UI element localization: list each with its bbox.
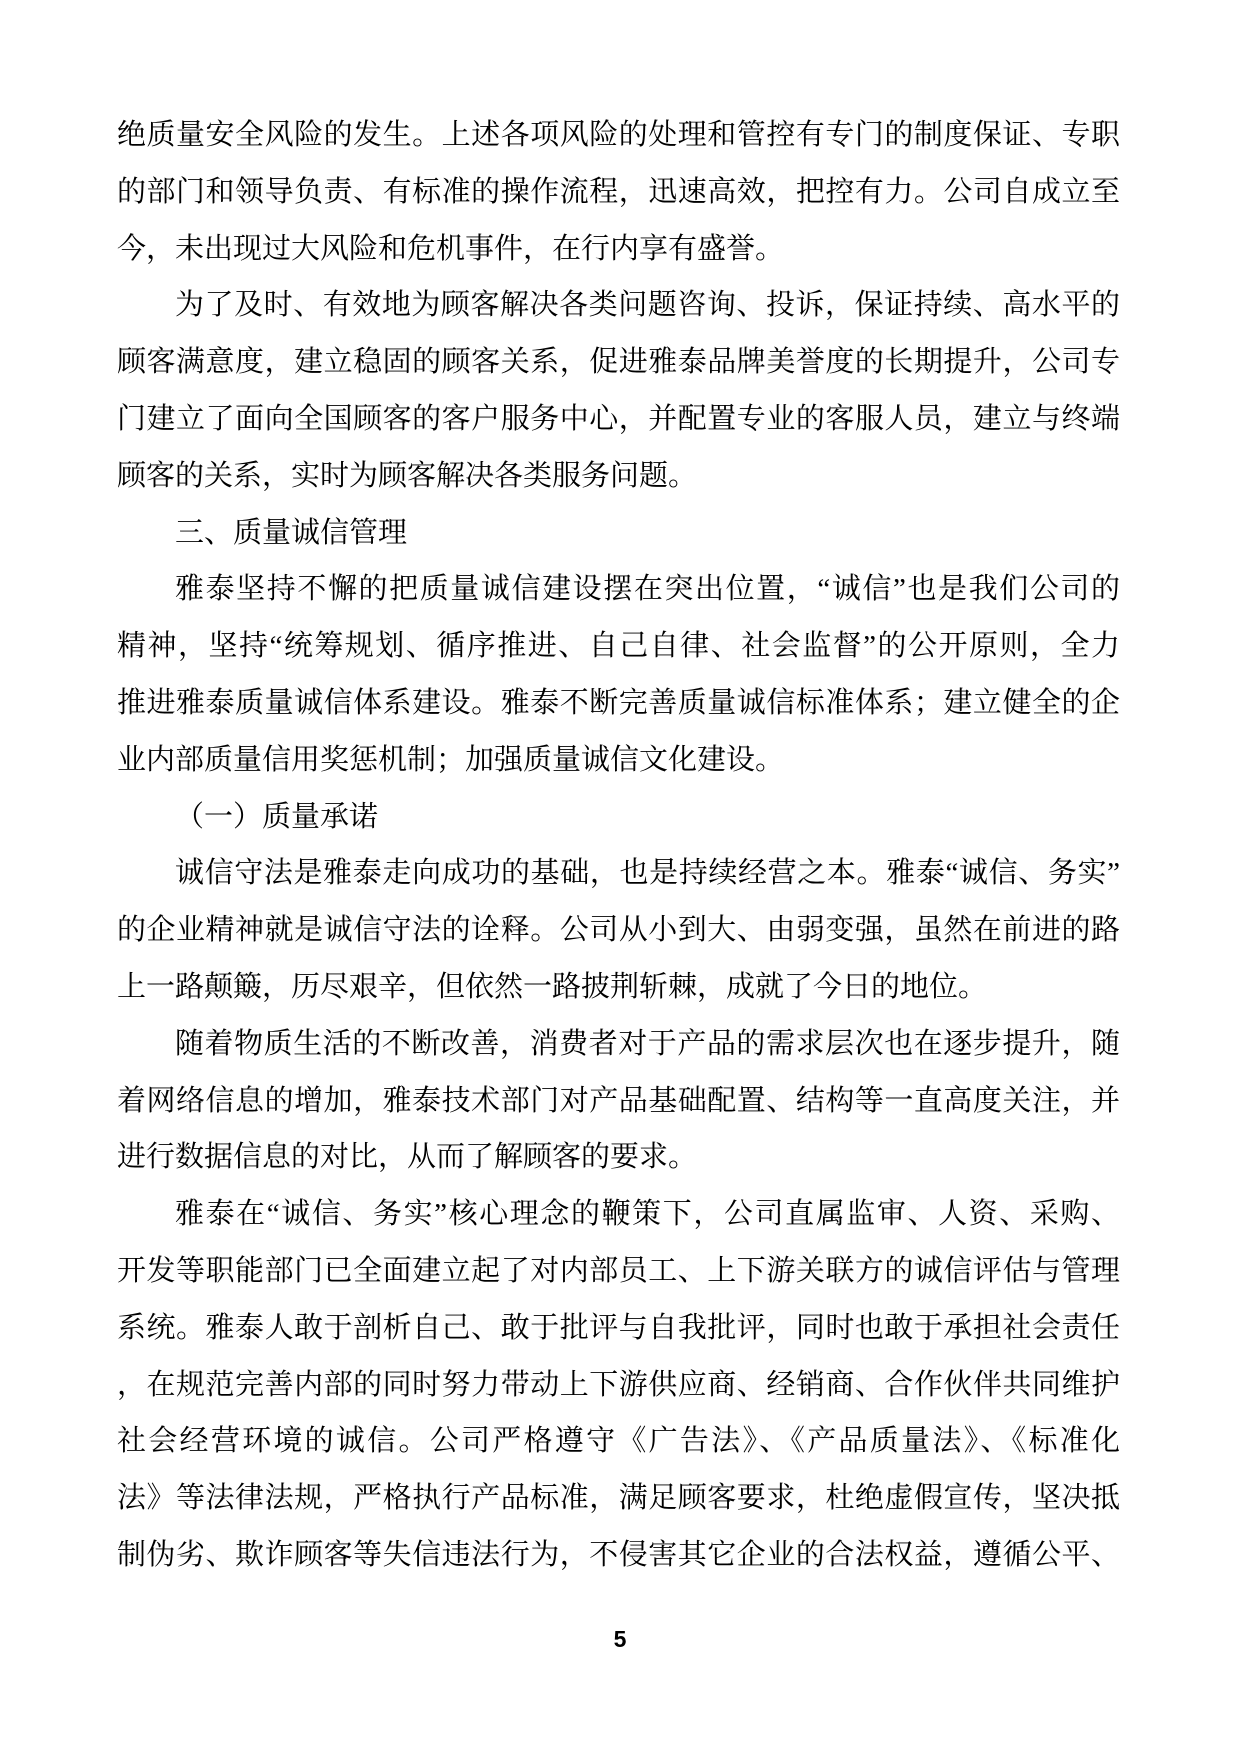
section-heading: 三、质量诚信管理 [175,516,408,549]
text-line: 进行数据信息的对比，从而了解顾客的要求。 [117,1141,698,1174]
text-line: 业内部质量信用奖惩机制；加强质量诚信文化建设。 [117,743,785,776]
text-line: 法》等法律法规，严格执行产品标准，满足顾客要求，杜绝虚假宣传，坚决抵 [117,1482,1120,1515]
page-number: 5 [613,1626,627,1652]
text-line: 开发等职能部门已全面建立起了对内部员工、上下游关联方的诚信评估与管理 [117,1254,1120,1287]
text-line: 顾客满意度，建立稳固的顾客关系，促进雅泰品牌美誉度的长期提升，公司专 [117,346,1120,379]
text-line: 社会经营环境的诚信。公司严格遵守《广告法》、《产品质量法》、《标准化 [117,1425,1120,1458]
text-line: 推进雅泰质量诚信体系建设。雅泰不断完善质量诚信标准体系；建立健全的企 [117,686,1120,719]
text-line: 今，未出现过大风险和危机事件，在行内享有盛誉。 [117,232,785,265]
text-line: 雅泰坚持不懈的把质量诚信建设摆在突出位置，“诚信”也是我们公司的 [175,573,1120,606]
text-line: 顾客的关系，实时为顾客解决各类服务问题。 [117,459,698,492]
text-line: 上一路颠簸，历尽艰辛，但依然一路披荆斩棘，成就了今日的地位。 [117,970,988,1003]
section-heading: （一）质量承诺 [175,800,379,833]
text-line: 绝质量安全风险的发生。上述各项风险的处理和管控有专门的制度保证、专职 [117,119,1120,151]
text-line: 的企业精神就是诚信守法的诠释。公司从小到大、由弱变强，虽然在前进的路 [117,914,1120,947]
text-line: 的部门和领导负责、有标准的操作流程，迅速高效，把控有力。公司自成立至 [117,175,1120,208]
document-body [117,107,1120,1584]
text-line: 着网络信息的增加，雅泰技术部门对产品基础配置、结构等一直高度关注，并 [117,1084,1120,1117]
text-line: 随着物质生活的不断改善，消费者对于产品的需求层次也在逐步提升，随 [175,1027,1120,1060]
text-line: 门建立了面向全国顾客的客户服务中心，并配置专业的客服人员，建立与终端 [117,402,1120,435]
text-line: 精神，坚持“统筹规划、循序推进、自己自律、社会监督”的公开原则，全力 [117,630,1120,663]
text-line: 诚信守法是雅泰走向成功的基础，也是持续经营之本。雅泰“诚信、务实” [175,857,1120,890]
text-line: 系统。雅泰人敢于剖析自己、敢于批评与自我批评，同时也敢于承担社会责任 [117,1311,1120,1344]
text-line: ，在规范完善内部的同时努力带动上下游供应商、经销商、合作伙伴共同维护 [117,1368,1120,1401]
text-line: 雅泰在“诚信、务实”核心理念的鞭策下，公司直属监审、人资、采购、 [175,1198,1120,1231]
text-line: 制伪劣、欺诈顾客等失信违法行为，不侵害其它企业的合法权益，遵循公平、 [117,1538,1120,1571]
text-line: 为了及时、有效地为顾客解决各类问题咨询、投诉，保证持续、高水平的 [175,289,1120,322]
